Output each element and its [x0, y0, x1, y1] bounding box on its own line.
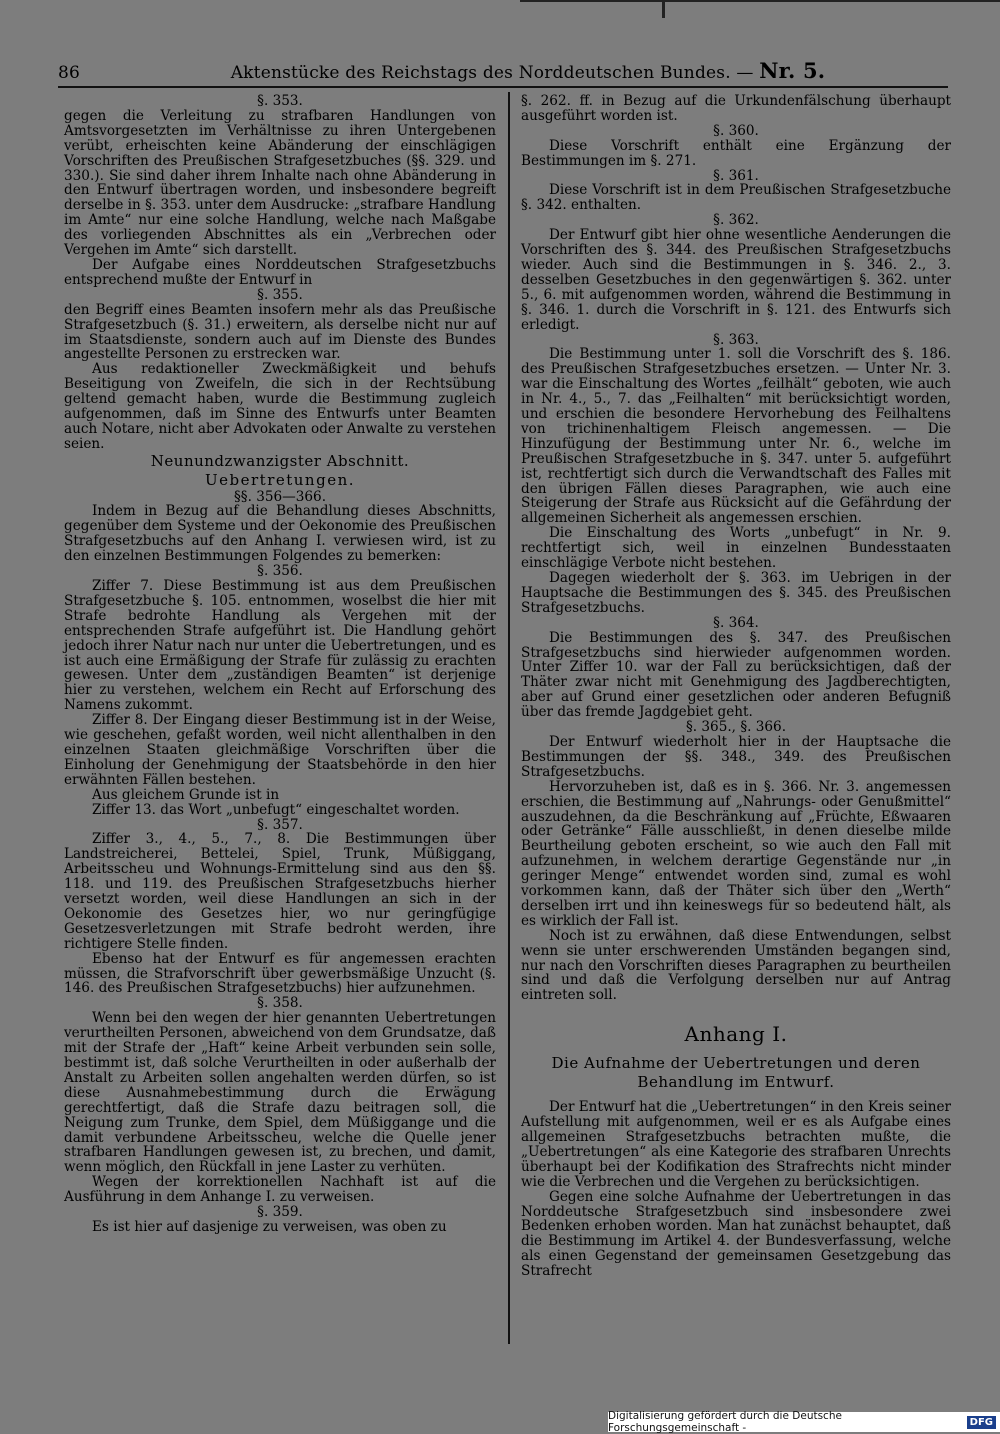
right-column — [521, 94, 951, 1279]
section-heading: §. 353. — [257, 93, 303, 109]
section-heading: §. 361. — [713, 167, 759, 184]
section-heading: §. 365., §. 366. — [685, 719, 787, 736]
paragraph: Indem in Bezug auf die Behandlung dieses Abschnitts, gegenüber dem Systeme und der Oekonomie des Preußischen Strafgesetzbuchs auf den Anhang I. verwiesen wird, ist zu den einzelnen Bestimmungen Folgendes zu bemerken: — [64, 503, 496, 565]
running-title — [108, 58, 948, 83]
paragraph: Ziffer 8. Der Eingang dieser Bestimmung ist in der Weise, wie geschehen, gefaßt worden, weil nicht allenthalben in den einzelnen Staaten gleichmäßige Vorschriften über die Einholung der Genehmigung der Staatsbehörde in den hier erwähnten Fällen bestehen. — [64, 712, 496, 788]
paragraph: gegen die Verleitung zu strafbaren Handlungen von Amtsvorgesetzten im Verhältnisse zu ihren Untergebenen verübt, erheischten keine Abänderung der einschlägigen Vorschriften des Preußischen Strafgesetzbuches (§§. 329. und 330.). Sie sind daher ihrem Inhalte nach ohne Abänderung in den Entwurf übertragen worden, und insbesondere begreift derselbe in §. 353. unter dem Ausdrucke: „strafbare Handlung im Amte“ nur eine solche Handlung, welche nach Maßgabe des vorliegenden Abschnittes als ein „Verbrechen oder Vergehen im Amte“ sich darstellt. — [64, 107, 496, 259]
section-heading: §. 357. — [257, 816, 303, 833]
section-heading: §. 359. — [257, 1204, 303, 1221]
scan-edge-line — [520, 0, 1000, 2]
section-heading: §. 356. — [257, 563, 303, 580]
paragraph: Ziffer 3., 4., 5., 7., 8. Die Bestimmungen über Landstreicherei, Bettelei, Spiel, Trunk, Müßiggang, Arbeitsscheu und Wohnungs-Ermittelung sind aus den §§. 118. und 119. des Preußischen Strafgesetzbuchs hierher versetzt worden, weil diese Handlungen an sich in der Oekonomie des Gesetzes hier, wo nur geringfügige Gesetzesverletzungen mit Strafe bedroht werden, ihre richtigere Stelle finden. — [64, 831, 496, 952]
appendix-heading: Anhang I. — [684, 1022, 788, 1047]
paragraph: Hervorzuheben ist, daß es in §. 366. Nr. 3. angemessen erschien, die Bestimmung auf „Nahrungs- oder Genußmittel“ auszudehnen, da die Beschränkung auf „Früchte, Eßwaaren oder Getränke“ Fälle ausschließt, in denen dieselbe milde Beurtheilung geboten erscheint, so wie auch den Fall mit aufzunehmen, in welchem derartige Gegenstände nur „in geringer Menge“ entwendet worden sind, zumal es wohl vorkommen kann, daß der Thäter sich über den „Werth“ derselben irrt und ihn keineswegs für so bedeutend hält, als es wirklich der Fall ist. — [521, 778, 951, 929]
paragraph: Wenn bei den wegen der hier genannten Uebertretungen verurtheilten Personen, abweichend von dem Grundsatze, daß mit der Strafe der „Haft“ keine Arbeit verbunden sein solle, bestimmt ist, daß solche Verurtheilten in oder außerhalb der Anstalt zu Arbeiten sollen angehalten werden dürfen, so ist diese Ausnahmebestimmung durch die Erwägung gerechtfertigt, daß die Strafe dazu beitragen soll, die Neigung zum Trunke, dem Spiel, dem Müßiggange und die damit verbundene Arbeitsscheu, welche die Quelle jener strafbaren Handlungen gewesen ist, zu brechen, und damit, wenn möglich, den Rückfall in jene Laster zu verhüten. — [64, 1010, 496, 1176]
paragraph: Es ist hier auf dasjenige zu verweisen, was oben zu — [92, 1218, 447, 1235]
document-number: Nr. 5. — [759, 58, 826, 83]
paragraph: Die Bestimmung unter 1. soll die Vorschrift des §. 186. des Preußischen Strafgesetzbuches ersetzen. — Unter Nr. 3. war die Einschaltung des Wortes „feilhält“ geboten, wie auch in Nr. 4., 5., 7. das „Feilhalten“ mit berücksichtigt worden, und erschien die besondere Hervorhebung des Feilhaltens von trichinenhaltigem Fleisch angemessen. — Die Hinzufügung der Bestimmung unter Nr. 6., welche im Preußischen Strafgesetzbuche in §. 347. unter 5. aufgeführt ist, rechtfertigt sich durch die Verwandtschaft des Falles mit den übrigen Fällen dieses Paragraphen, wie auch eine Steigerung der Strafe aus Rücksicht auf die Gefährdung der allgemeinen Sicherheit als angemessen erschien. — [521, 346, 951, 527]
footer-text: Digitalisierung gefördert durch die Deutsche Forschungsgemeinschaft - — [608, 1410, 842, 1434]
paragraph: Wegen der korrektionellen Nachhaft ist auf die Ausführung in dem Anhange I. zu verweisen. — [64, 1174, 496, 1206]
section-heading: §§. 356—366. — [233, 488, 327, 505]
paragraph: Der Entwurf hat die „Uebertretungen“ in den Kreis seiner Aufstellung mit aufgenommen, weil er es als Aufgabe eines allgemeinen Strafgesetzbuchs betrachten mußte, die „Uebertretungen“ als eine Kategorie des strafbaren Unrechts überhaupt bei der Kodifikation des Strafrechts nicht minder wie die Verbrechen und die Vergehen zu berücksichtigen. — [521, 1099, 951, 1190]
paragraph: Aus redaktioneller Zweckmäßigkeit und behufs Beseitigung von Zweifeln, die sich in der Rechtsübung geltend gemacht haben, wurde die Bestimmung zugleich aufgenommen, daß im Sinne des Entwurfs unter Beamten auch Notare, nicht aber Advokaten oder Anwalte zu verstehen seien. — [64, 361, 496, 452]
footer-banner — [608, 1412, 1000, 1432]
paragraph: Ziffer 13. das Wort „unbefugt“ eingeschaltet worden. — [92, 801, 460, 818]
paragraph: Der Entwurf wiederholt hier in der Hauptsache die Bestimmungen der §§. 348., 349. des Preußischen Strafgesetzbuchs. — [521, 733, 951, 780]
header-rule — [58, 86, 948, 88]
section-heading: §. 364. — [713, 614, 759, 631]
paragraph: Der Entwurf gibt hier ohne wesentliche Aenderungen die Vorschriften des §. 344. des Preußischen Strafgesetzbuchs wieder. Auch sind die Bestimmungen in §. 346. 2., 3. desselben Gesetzbuches in den gegenwärtigen §. 362. unter 5., 6. mit aufgenommen worden, während die Bestimmung in §. 346. 1. durch die Vorschrift in §. 121. des Entwurfs sich erledigt. — [521, 227, 951, 333]
page-number: 86 — [58, 63, 81, 83]
section-heading: §. 358. — [257, 995, 303, 1012]
dfg-logo: DFG — [967, 1416, 996, 1429]
left-column — [64, 94, 496, 1235]
chapter-title: Uebertretungen. — [205, 470, 355, 489]
page-header — [58, 58, 948, 84]
section-heading: §. 360. — [713, 122, 759, 139]
column-divider — [508, 92, 510, 1344]
section-heading: §. 362. — [713, 212, 759, 229]
paragraph: §. 262. ff. in Bezug auf die Urkundenfälschung überhaupt ausgeführt worden ist. — [521, 93, 951, 124]
paragraph: Die Einschaltung des Worts „unbefugt“ in Nr. 9. rechtfertigt sich, weil in einzelnen Bundesstaaten einschlägige Verbote nicht bestehen. — [521, 525, 951, 572]
paragraph: Ziffer 7. Diese Bestimmung ist aus dem Preußischen Strafgesetzbuche §. 105. entnommen, woselbst die hier mit Strafe bedrohte Handlung als Vergehen mit der entsprechenden Strafe aufgeführt ist. Die Handlung gehört jedoch ihrer Natur nach nur unter die Uebertretungen, und es ist auch eine Ermäßigung der Strafe für zulässig zu erachten gewesen. Unter dem „zuständigen Beamten“ ist derjenige hier zu verstehen, welchem ein Recht auf Erforschung des Namens zukommt. — [64, 578, 496, 714]
paragraph: Diese Vorschrift ist in dem Preußischen Strafgesetzbuche §. 342. enthalten. — [521, 182, 951, 214]
paragraph: Ebenso hat der Entwurf es für angemessen erachten müssen, die Strafvorschrift über gewerbsmäßige Unzucht (§. 146. des Preußischen Strafgesetzbuchs) hier aufzunehmen. — [64, 950, 496, 997]
paragraph: Gegen eine solche Aufnahme der Uebertretungen in das Norddeutsche Strafgesetzbuch sind insbesondere zwei Bedenken erhoben worden. Man hat zunächst behauptet, daß die Bestimmung im Artikel 4. der Bundesverfassung, welche als einen Gegenstand der gemeinsamen Gesetzgebung das Strafrecht — [521, 1188, 951, 1280]
scan-edge-mark — [662, 0, 665, 18]
paragraph: Der Aufgabe eines Norddeutschen Strafgesetzbuchs entsprechend mußte der Entwurf in — [64, 256, 496, 288]
running-title-text: Aktenstücke des Reichstags des Norddeutschen Bundes. — — [230, 63, 754, 83]
paragraph: Dagegen wiederholt der §. 363. im Uebrigen in der Hauptsache die Bestimmungen des §. 345. des Preußischen Strafgesetzbuchs. — [521, 570, 951, 616]
paragraph: Die Bestimmungen des §. 347. des Preußischen Strafgesetzbuchs sind hierwieder aufgenommen worden. Unter Ziffer 10. war der Fall zu berücksichtigen, daß der Thäter zwar nicht mit Genehmigung des Jagdberechtigten, aber auf Grund einer gesetzlichen oder anderen Befugniß über das fremde Jagdgebiet geht. — [521, 629, 951, 721]
chapter-heading: Neunundzwanzigster Abschnitt. — [150, 451, 410, 470]
appendix-subtitle: Die Aufnahme der Uebertretungen und deren Behandlung im Entwurf. — [551, 1054, 921, 1092]
paragraph: Noch ist zu erwähnen, daß diese Entwendungen, selbst wenn sie unter erschwerenden Umständen begangen sind, nur nach den Vorschriften dieses Paragraphen zu beurtheilen sind und daß die Verfolgung derselben nur auf Antrag eintreten soll. — [521, 927, 951, 1004]
paragraph: Aus gleichem Grunde ist in — [92, 786, 280, 803]
paragraph: den Begriff eines Beamten insofern mehr als das Preußische Strafgesetzbuch (§. 31.) erweitern, als derselbe nicht nur auf im Staatsdienste, sondern auch auf im Dienste des Bundes angestellte Personen zu erstrecken war. — [64, 301, 496, 363]
paragraph: Diese Vorschrift enthält eine Ergänzung der Bestimmungen im §. 271. — [521, 137, 951, 169]
section-heading: §. 355. — [257, 286, 303, 303]
section-heading: §. 363. — [713, 331, 759, 348]
